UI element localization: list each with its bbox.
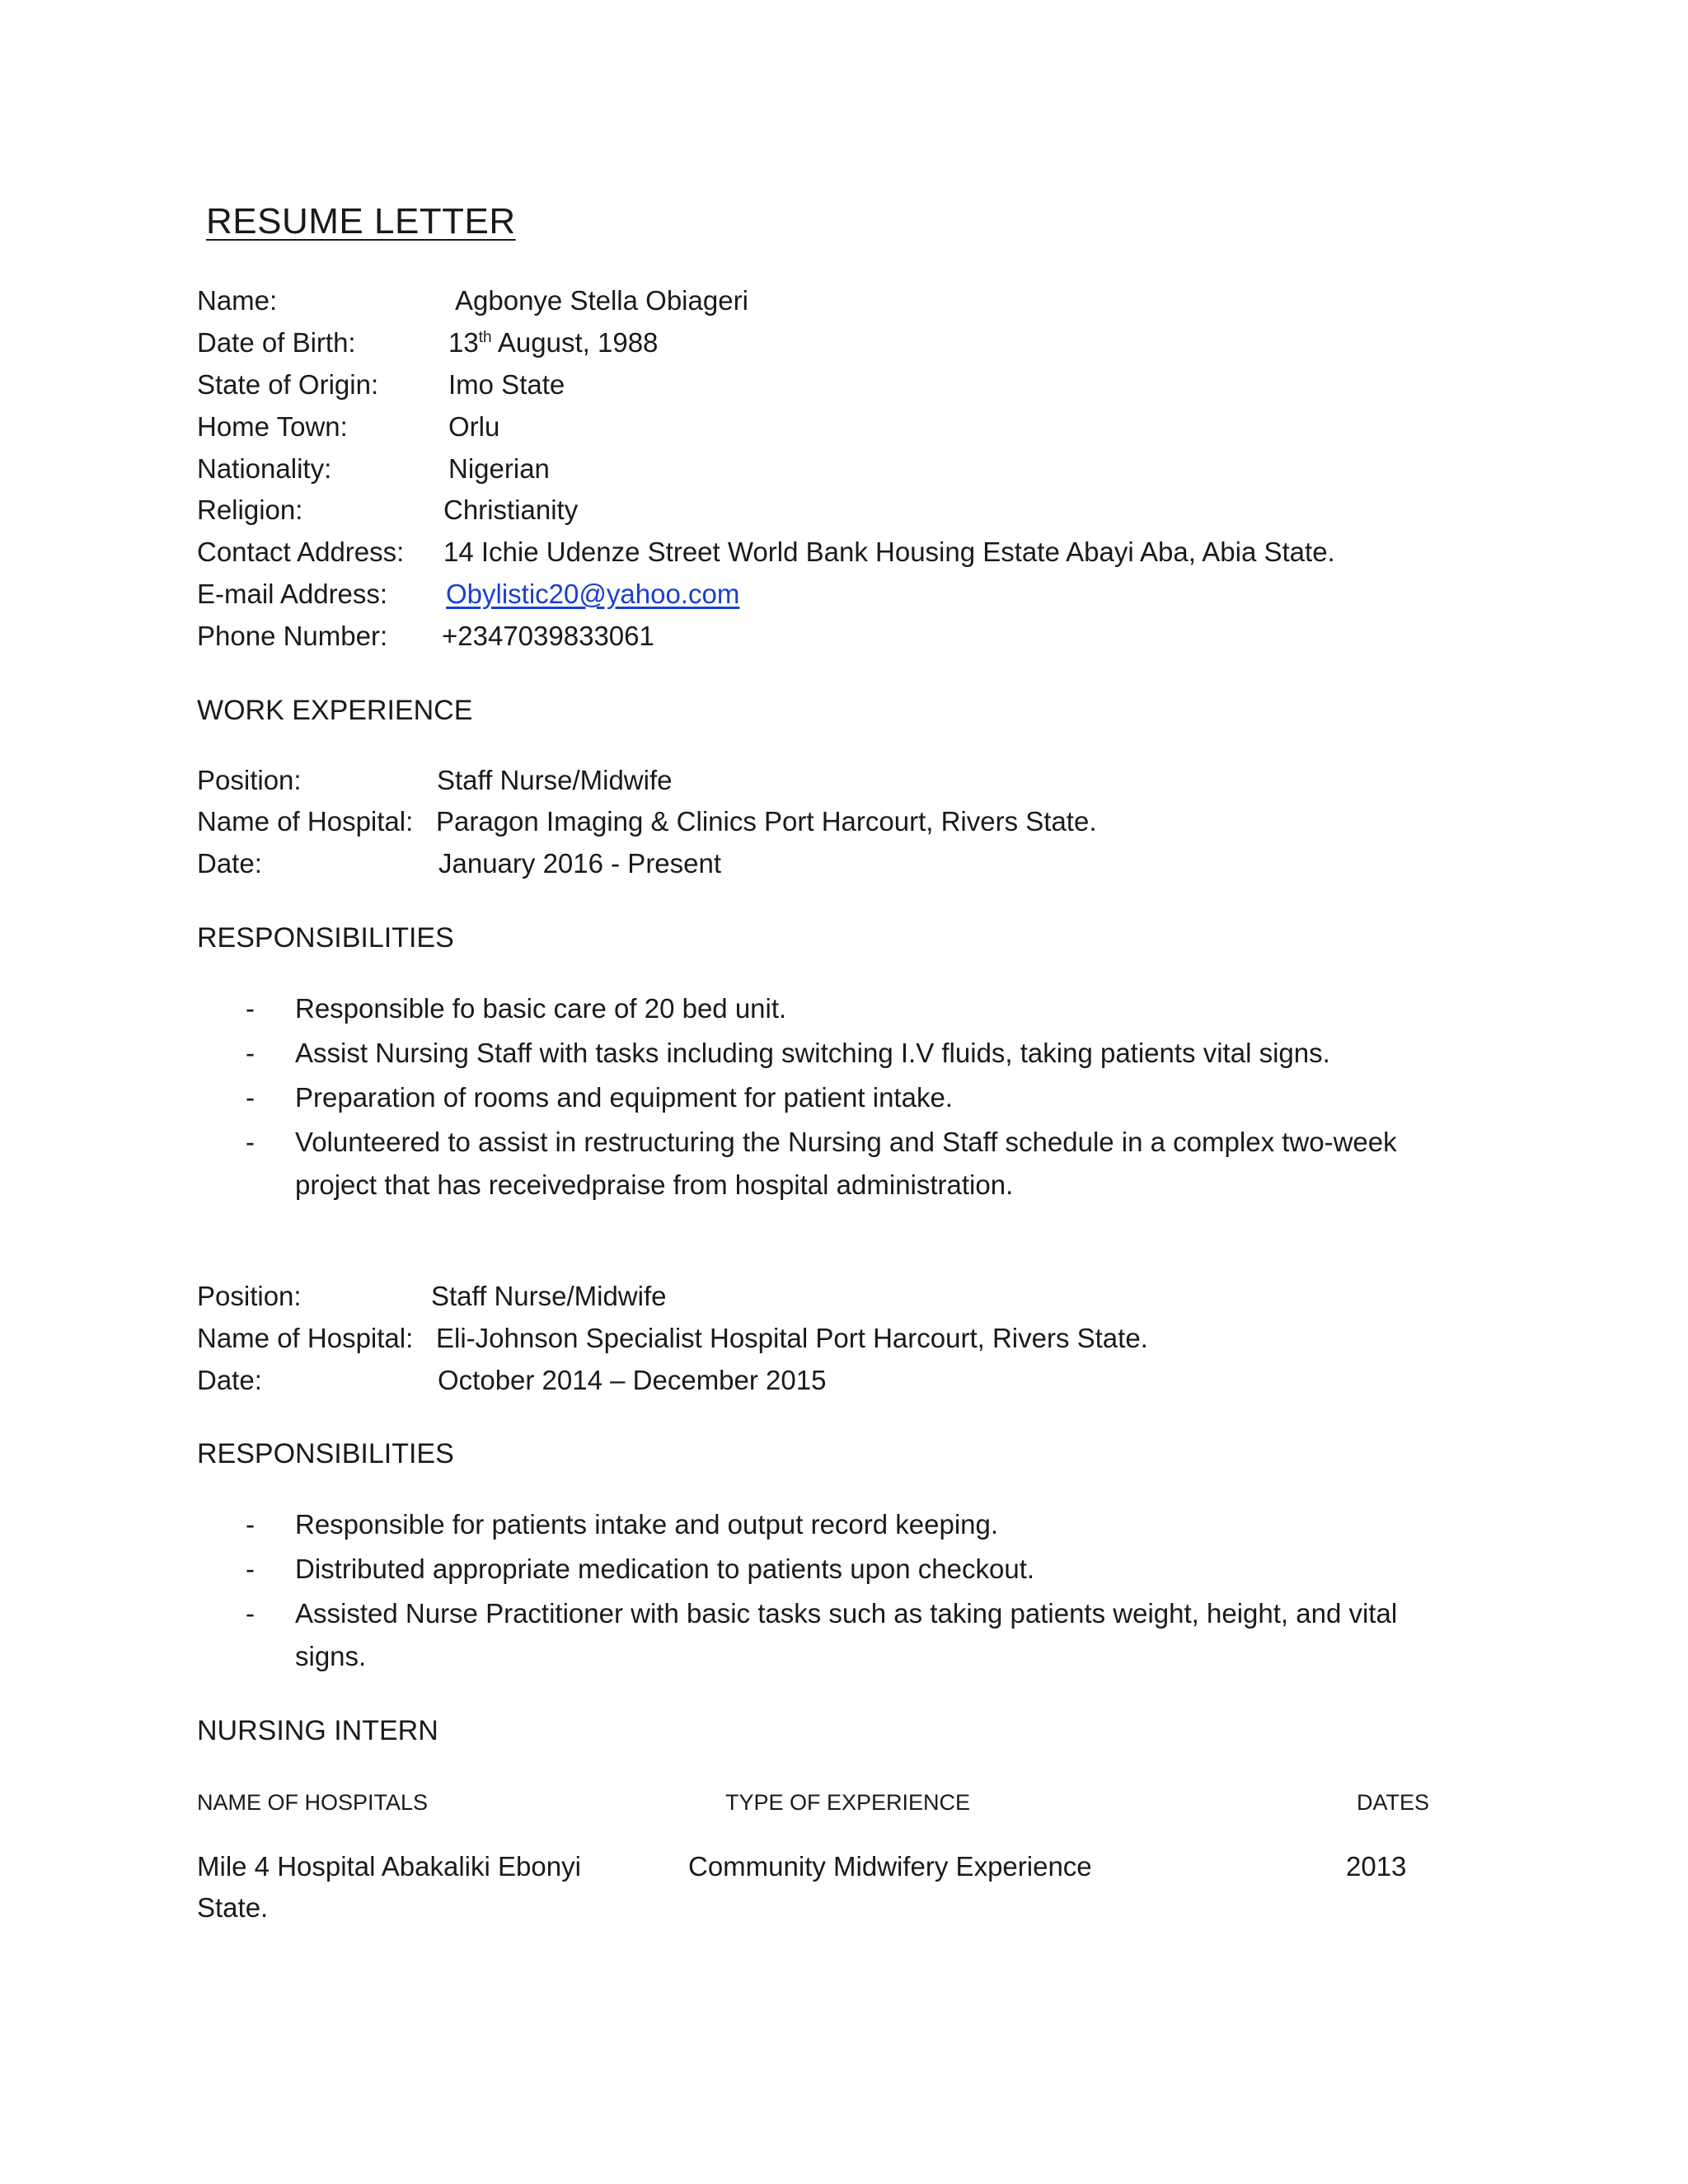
job1-position-label: Position: xyxy=(197,765,302,795)
dob-day: 13 xyxy=(448,327,479,358)
origin-value: Imo State xyxy=(448,369,565,400)
nursing-intern-heading: NURSING INTERN xyxy=(197,1715,438,1746)
job2-position-value: Staff Nurse/Midwife xyxy=(431,1281,667,1311)
responsibility-item: Assisted Nurse Practitioner with basic tasks such as taking patients weight, height, and vital xyxy=(295,1598,1398,1629)
name-label: Name: xyxy=(197,285,278,316)
intern-row-date: 2013 xyxy=(1346,1851,1407,1882)
responsibility-item-continued: signs. xyxy=(295,1641,367,1671)
hometown-value: Orlu xyxy=(448,411,500,442)
job1-hospital-label: Name of Hospital: xyxy=(197,806,414,837)
nationality-label: Nationality: xyxy=(197,453,332,484)
phone-value: +2347039833061 xyxy=(442,621,654,651)
job1-date-value: January 2016 - Present xyxy=(438,848,722,879)
intern-col-hospitals: NAME OF HOSPITALS xyxy=(197,1790,429,1815)
responsibility-item: Distributed appropriate medication to patients upon checkout. xyxy=(295,1554,1035,1584)
phone-label: Phone Number: xyxy=(197,621,388,651)
nationality-value: Nigerian xyxy=(448,453,550,484)
bullet-dash: - xyxy=(246,1127,255,1157)
job1-position-value: Staff Nurse/Midwife xyxy=(437,765,673,795)
responsibility-item-continued: project that has receivedpraise from hospital administration. xyxy=(295,1169,1014,1200)
job2-hospital-label: Name of Hospital: xyxy=(197,1323,414,1353)
religion-label: Religion: xyxy=(197,494,303,525)
page-title: RESUME LETTER xyxy=(206,201,516,241)
name-value: Agbonye Stella Obiageri xyxy=(455,285,748,316)
job2-position-label: Position: xyxy=(197,1281,302,1311)
job1-hospital-value: Paragon Imaging & Clinics Port Harcourt, Rivers State. xyxy=(436,806,1097,837)
bullet-dash: - xyxy=(246,1554,255,1584)
intern-row-hospital-continued: State. xyxy=(197,1892,269,1923)
bullet-dash: - xyxy=(246,1038,255,1068)
bullet-dash: - xyxy=(246,993,255,1024)
email-label: E-mail Address: xyxy=(197,579,388,609)
responsibility-item: Responsible for patients intake and output record keeping. xyxy=(295,1509,999,1540)
job2-responsibilities-heading: RESPONSIBILITIES xyxy=(197,1438,454,1469)
work-experience-heading: WORK EXPERIENCE xyxy=(197,695,473,726)
email-link[interactable]: Obylistic20@yahoo.com xyxy=(446,579,740,609)
origin-label: State of Origin: xyxy=(197,369,379,400)
bullet-dash: - xyxy=(246,1598,255,1629)
job2-date-label: Date: xyxy=(197,1365,262,1395)
responsibility-item: Volunteered to assist in restructuring the Nursing and Staff schedule in a complex two-week xyxy=(295,1127,1397,1157)
intern-col-dates: DATES xyxy=(1357,1790,1430,1815)
responsibility-item: Assist Nursing Staff with tasks including switching I.V fluids, taking patients vital signs. xyxy=(295,1038,1330,1068)
responsibility-item: Preparation of rooms and equipment for patient intake. xyxy=(295,1082,953,1113)
dob-ordinal: th xyxy=(478,329,492,346)
intern-col-type: TYPE OF EXPERIENCE xyxy=(725,1790,971,1815)
responsibility-item: Responsible fo basic care of 20 bed unit. xyxy=(295,993,787,1024)
address-value: 14 Ichie Udenze Street World Bank Housing Estate Abayi Aba, Abia State. xyxy=(443,537,1335,567)
job1-date-label: Date: xyxy=(197,848,262,879)
job1-responsibilities-heading: RESPONSIBILITIES xyxy=(197,922,454,954)
intern-row-type: Community Midwifery Experience xyxy=(688,1851,1092,1882)
address-label: Contact Address: xyxy=(197,537,405,567)
job2-hospital-value: Eli-Johnson Specialist Hospital Port Harcourt, Rivers State. xyxy=(436,1323,1148,1353)
dob-rest: August, 1988 xyxy=(491,327,659,358)
hometown-label: Home Town: xyxy=(197,411,348,442)
intern-row-hospital: Mile 4 Hospital Abakaliki Ebonyi xyxy=(197,1851,581,1882)
dob-label: Date of Birth: xyxy=(197,327,356,358)
job2-date-value: October 2014 – December 2015 xyxy=(438,1365,827,1395)
bullet-dash: - xyxy=(246,1509,255,1540)
bullet-dash: - xyxy=(246,1082,255,1113)
religion-value: Christianity xyxy=(443,494,579,525)
dob-value xyxy=(448,329,658,356)
